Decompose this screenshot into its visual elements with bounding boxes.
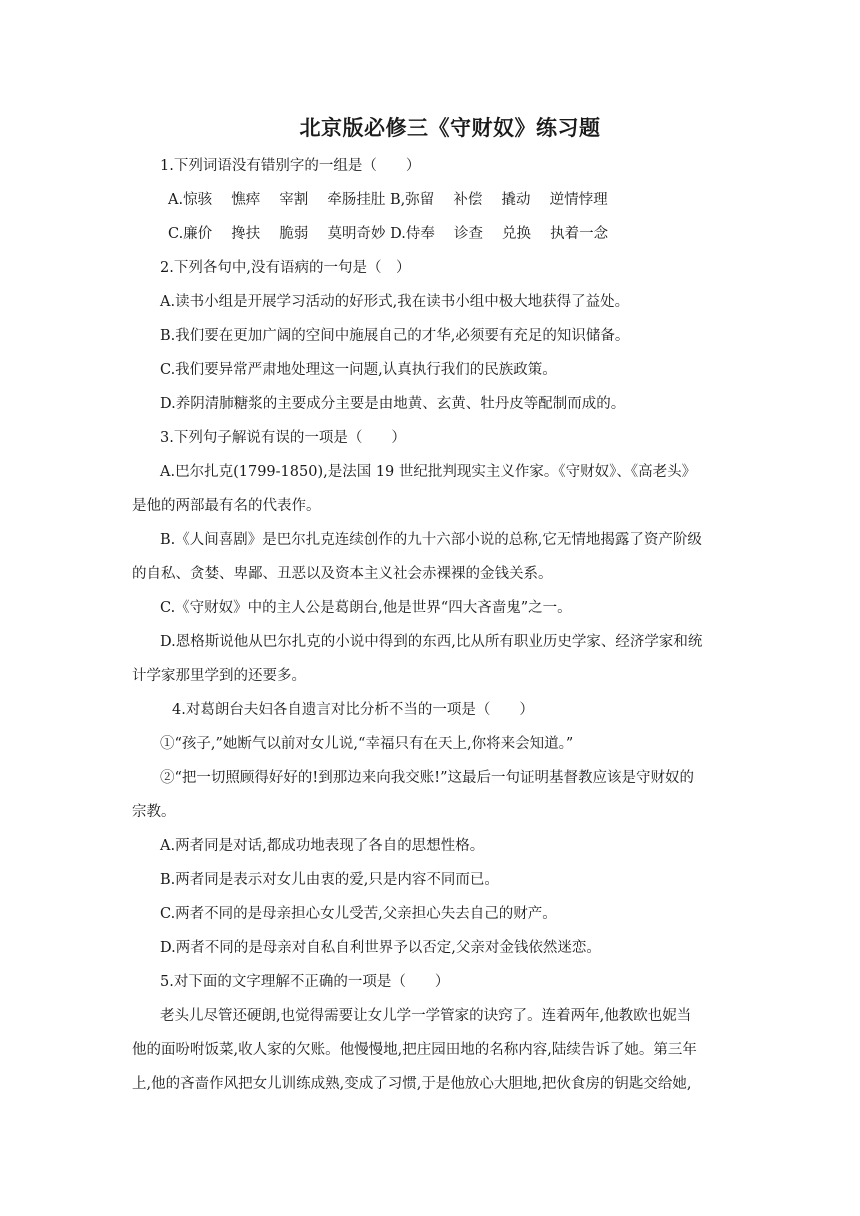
q3-option-d-line2: 计学家那里学到的还要多。 <box>132 668 306 684</box>
q2-option-c: C.我们要异常严肃地处理这一问题,认真执行我们的民族政策。 <box>160 362 557 378</box>
q1-options-ab: A.惊骇 憔瘁 宰割 牵肠挂肚 B,弥留 补偿 撬动 逆情悖理 <box>168 192 608 208</box>
q5-passage-line2: 他的面吩咐饭菜,收人家的欠账。他慢慢地,把庄园田地的名称内容,陆续告诉了她。第三年 <box>132 1042 697 1058</box>
q5-stem: 5.对下面的文字理解不正确的一项是（ ） <box>160 974 450 990</box>
q4-option-c: C.两者不同的是母亲担心女儿受苦,父亲担心失去自己的财产。 <box>160 906 557 922</box>
q2-option-a: A.读书小组是开展学习活动的好形式,我在读书小组中极大地获得了益处。 <box>160 294 630 310</box>
q1-stem: 1.下列词语没有错别字的一组是（ ） <box>160 158 421 174</box>
q3-option-a-line2: 是他的两部最有名的代表作。 <box>132 498 321 514</box>
q1-options-cd: C.廉价 搀扶 脆弱 莫明奇妙 D.侍奉 诊查 兑换 执着一念 <box>168 226 609 242</box>
q3-stem: 3.下列句子解说有误的一项是（ ） <box>160 430 406 446</box>
q2-option-d: D.养阴清肺糖浆的主要成分主要是由地黄、玄黄、牡丹皮等配制而成的。 <box>160 396 626 412</box>
q4-stem: 4.对葛朗台夫妇各自遗言对比分析不当的一项是（ ） <box>172 702 534 718</box>
q2-stem: 2.下列各句中,没有语病的一句是（ ） <box>160 260 411 276</box>
q4-option-a: A.两者同是对话,都成功地表现了各自的思想性格。 <box>160 838 485 854</box>
page-title: 北京版必修三《守财奴》练习题 <box>299 116 601 140</box>
q3-option-c: C.《守财奴》中的主人公是葛朗台,他是世界“四大吝啬鬼”之一。 <box>160 600 572 616</box>
q5-passage-line3: 上,他的吝啬作风把女儿训练成熟,变成了习惯,于是他放心大胆地,把伙食房的钥匙交给她, <box>132 1076 692 1092</box>
q4-quote-2-line1: ②“把一切照顾得好好的!到那边来向我交账!”这最后一句证明基督教应该是守财奴的 <box>160 770 694 786</box>
q3-option-d-line1: D.恩格斯说他从巴尔扎克的小说中得到的东西,比从所有职业历史学家、经济学家和统 <box>160 634 703 650</box>
q4-quote-1: ①“孩子,”她断气以前对女儿说,“幸福只有在天上,你将来会知道。” <box>160 736 574 752</box>
q4-option-b: B.两者同是表示对女儿由衷的爱,只是内容不同而已。 <box>160 872 499 888</box>
q5-passage-line1: 老头儿尽管还硬朗,也觉得需要让女儿学一学管家的诀窍了。连着两年,他教欧也妮当 <box>160 1008 692 1024</box>
q4-option-d: D.两者不同的是母亲对自私自利世界予以否定,父亲对金钱依然迷恋。 <box>160 940 601 956</box>
q4-quote-2-line2: 宗教。 <box>132 804 176 820</box>
q3-option-b-line1: B.《人间喜剧》是巴尔扎克连续创作的九十六部小说的总称,它无情地揭露了资产阶级 <box>160 532 702 548</box>
q2-option-b: B.我们要在更加广阔的空间中施展自己的才华,必须要有充足的知识储备。 <box>160 328 630 344</box>
q3-option-b-line2: 的自私、贪婪、卑鄙、丑恶以及资本主义社会赤裸裸的金钱关系。 <box>132 566 553 582</box>
q3-option-a-line1: A.巴尔扎克(1799-1850),是法国 19 世纪批判现实主义作家。《守财奴》、《高老头》 <box>160 464 697 480</box>
